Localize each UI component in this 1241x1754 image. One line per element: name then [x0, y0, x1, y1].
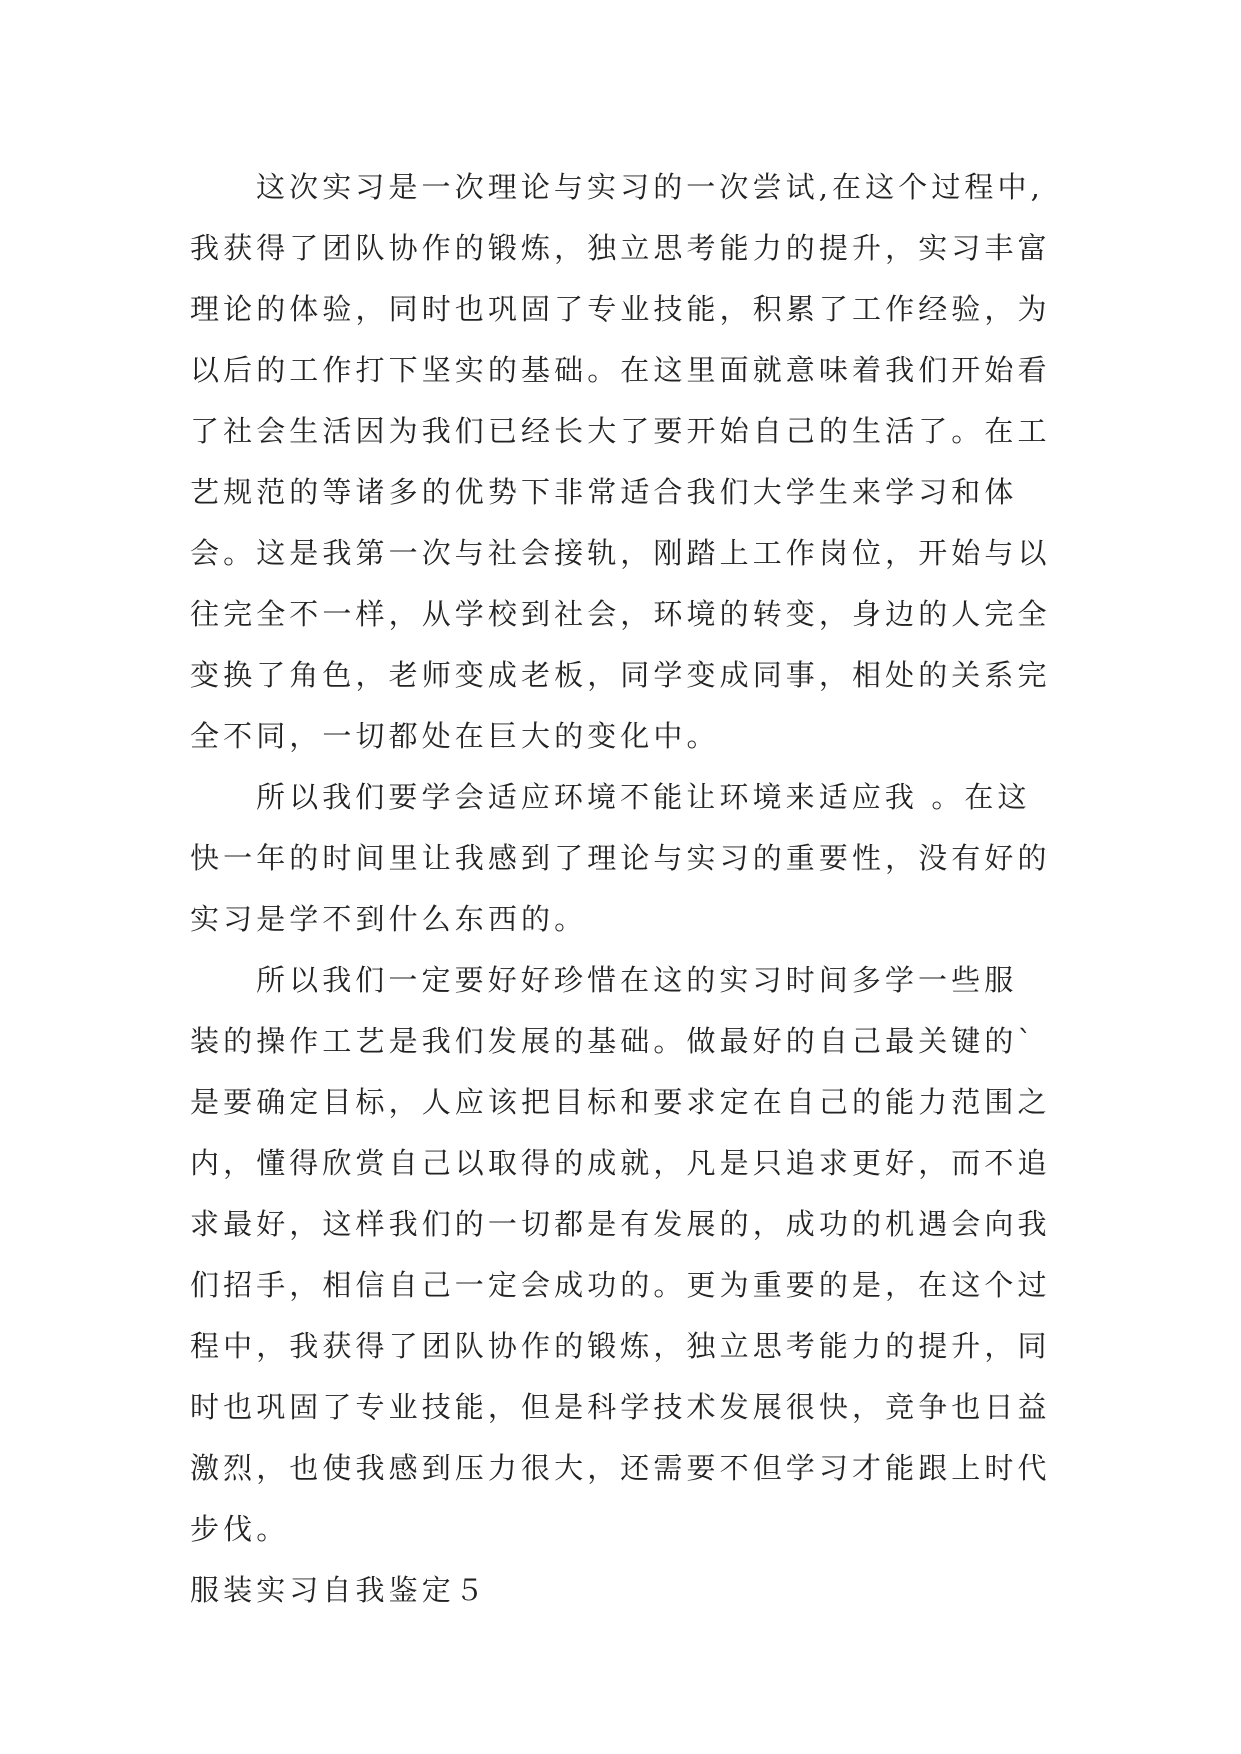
- paragraph-line: 理论的体验，同时也巩固了专业技能，积累了工作经验，为: [190, 292, 1051, 326]
- paragraph-line: 激烈，也使我感到压力很大，还需要不但学习才能跟上时代: [190, 1451, 1051, 1485]
- paragraph-line: 变换了角色，老师变成老板，同学变成同事，相处的关系完: [190, 658, 1051, 692]
- paragraph-line: 装的操作工艺是我们发展的基础。做最好的自己最关键的`: [190, 1024, 1037, 1058]
- paragraph-line: 求最好，这样我们的一切都是有发展的，成功的机遇会向我: [190, 1207, 1051, 1241]
- paragraph-line: 全不同，一切都处在巨大的变化中。: [190, 719, 720, 753]
- paragraph-line: 们招手，相信自己一定会成功的。更为重要的是，在这个过: [190, 1268, 1051, 1302]
- document-body: [190, 157, 1070, 1621]
- paragraph-line: 往完全不一样，从学校到社会，环境的转变，身边的人完全: [190, 597, 1051, 631]
- paragraph-line: 步伐。: [190, 1512, 290, 1546]
- paragraph-3: [190, 950, 1070, 1560]
- paragraph-line: 所以我们一定要好好珍惜在这的实习时间多学一些服: [256, 963, 1018, 997]
- paragraph-line: 程中，我获得了团队协作的锻炼，独立思考能力的提升，同: [190, 1329, 1051, 1363]
- paragraph-line: 了社会生活因为我们已经长大了要开始自己的生活了。在工: [190, 414, 1051, 448]
- paragraph-line: 我获得了团队协作的锻炼，独立思考能力的提升，实习丰富: [190, 231, 1051, 265]
- paragraph-line: 以后的工作打下坚实的基础。在这里面就意味着我们开始看: [190, 353, 1051, 387]
- paragraph-line: 是要确定目标，人应该把目标和要求定在自己的能力范围之: [190, 1085, 1051, 1119]
- section-heading: 服装实习自我鉴定５: [190, 1573, 488, 1607]
- paragraph-line: 这次实习是一次理论与实习的一次尝试,在这个过程中,: [256, 170, 1044, 204]
- paragraph-line: 艺规范的等诸多的优势下非常适合我们大学生来学习和体: [190, 475, 1018, 509]
- paragraph-2: [190, 767, 1070, 950]
- paragraph-line: 所以我们要学会适应环境不能让环境来适应我 。在这: [256, 780, 1031, 814]
- paragraph-line: 内，懂得欣赏自己以取得的成就，凡是只追求更好，而不追: [190, 1146, 1051, 1180]
- paragraph-line: 会。这是我第一次与社会接轨，刚踏上工作岗位，开始与以: [190, 536, 1051, 570]
- paragraph-1: [190, 157, 1070, 767]
- paragraph-line: 时也巩固了专业技能，但是科学技术发展很快，竞争也日益: [190, 1390, 1051, 1424]
- paragraph-line: 实习是学不到什么东西的。: [190, 902, 588, 936]
- paragraph-line: 快一年的时间里让我感到了理论与实习的重要性，没有好的: [190, 841, 1051, 875]
